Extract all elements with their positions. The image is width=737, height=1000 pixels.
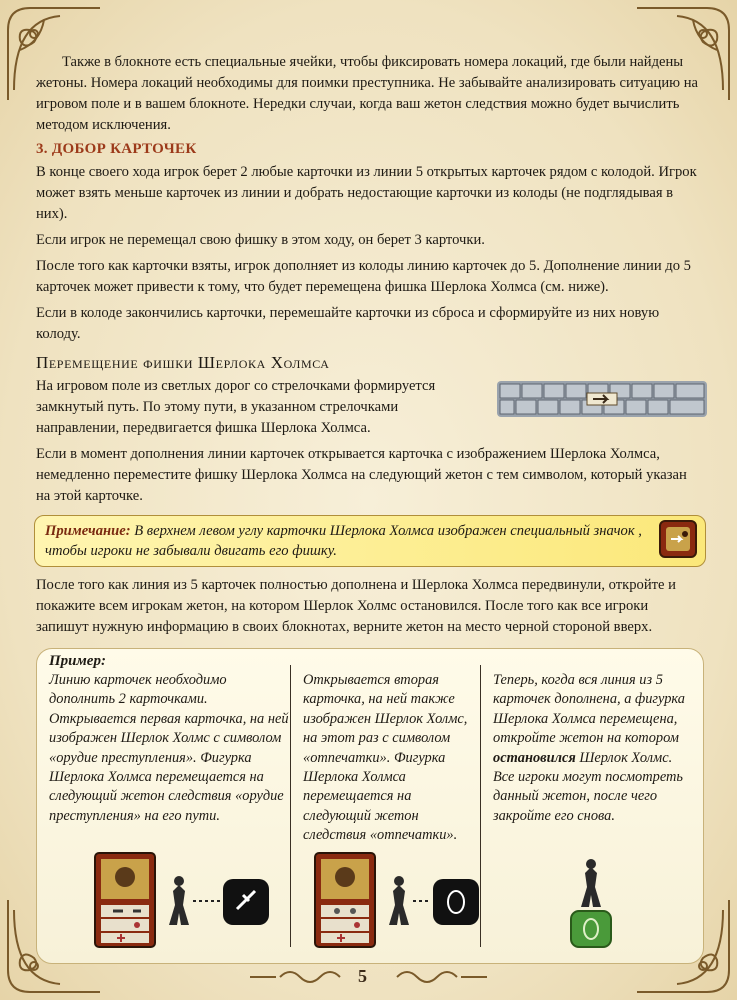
divider [290,665,291,947]
paragraph: Если в момент дополнения линии карточек открывается карточка с изображением Шерлока Холмса, немедленно переместите фишку Шерлока Холмса на следующий жетон с тем символом, который указан на этой карточке. [36,446,687,504]
sherlock-card-badge-icon [659,520,697,558]
page-content [36,52,704,643]
road-path-icon [497,381,707,417]
example-title: Пример: [49,653,106,669]
paragraph: После того как карточки взяты, игрок дополняет из колоды линию карточек до 5. Дополнение линии до 5 карточек может привести к тому, что будет перемещена фишка Шерлока Холмса (см. ниже). [36,258,691,295]
example-column-3 [493,671,693,826]
bold-text: остановился [493,749,576,766]
footer-ornament-icon [0,962,737,992]
section-title-sherlock-move: Перемещение фишки Шерлока Холмса [36,353,330,372]
section-title-draw-cards: 3. ДОБОР КАРТОЧЕК [36,141,197,157]
paragraph: В конце своего хода игрок берет 2 любые карточки из линии 5 открытых карточек рядом с колодой. Игрок может взять меньше карточек из линии и добрать недостающие карточки из колоды (не подглядывая в них). [36,164,697,222]
sherlock-figure-token-icon [557,855,637,951]
paragraph: Если в колоде закончились карточки, перемешайте карточки из сброса и сформируйте из них новую колоду. [36,305,660,342]
note-label: Примечание: [45,523,131,539]
text: Шерлок Холмс. Все игроки могут посмотреть данный жетон, после чего закройте его снова. [493,749,683,824]
text: Теперь, когда вся линия из 5 карточек дополнена, а фигурка Шерлока Холмса перемещена, откройте жетон на котором [493,672,685,747]
page-number: 5 [358,966,367,986]
paragraph: После того как линия из 5 карточек полностью дополнена и Шерлока Холмса передвинули, откройте и покажите всем игрокам жетон, на котором Шерлок Холмс остановился. После того как все игроки запишут нужную информацию в своих блокнотах, верните жетон на место черной стороной вверх. [36,577,676,635]
intro-paragraph: Также в блокноте есть специальные ячейки, чтобы фиксировать номера локаций, где были найдены жетоны. Номера локаций необходимы для поимки преступника. Не забывайте анализировать ситуацию на игровом поле и в вашем блокноте. Нередки случаи, когда ваш жетон следствия можно будет вычислить методом исключения. [36,54,698,133]
example-column-2: Открывается вторая карточка, на ней также изображен Шерлок Холмс, на этот раз с символом «отпечатки». Фигурка Шерлока Холмса перемещается на следующий жетон следствия «отпечатки». [303,672,468,844]
example-column-1: Линию карточек необходимо дополнить 2 карточками. Открывается первая карточка, на ней изображен Шерлок Холмс с символом «орудие преступления». Фигурка Шерлока Холмса перемещается на следующий жетон следствия «орудие преступления» на его пути. [49,672,289,824]
note-text: В верхнем левом углу карточки Шерлока Холмса изображен специальный значок , чтобы игроки не забывали двигать его фишку. [45,523,642,559]
paragraph: Если игрок не перемещал свою фишку в этом ходу, он берет 3 карточки. [36,232,485,248]
example-box [36,648,704,964]
sherlock-card-weapon-icon [93,851,283,951]
note-box [34,515,706,567]
sherlock-card-fingerprint-icon [313,851,483,951]
paragraph: На игровом поле из светлых дорог со стрелочками формируется замкнутый путь. По этому пути, в указанном стрелочками направлении, передвигается фишка Шерлока Холмса. [36,378,436,436]
